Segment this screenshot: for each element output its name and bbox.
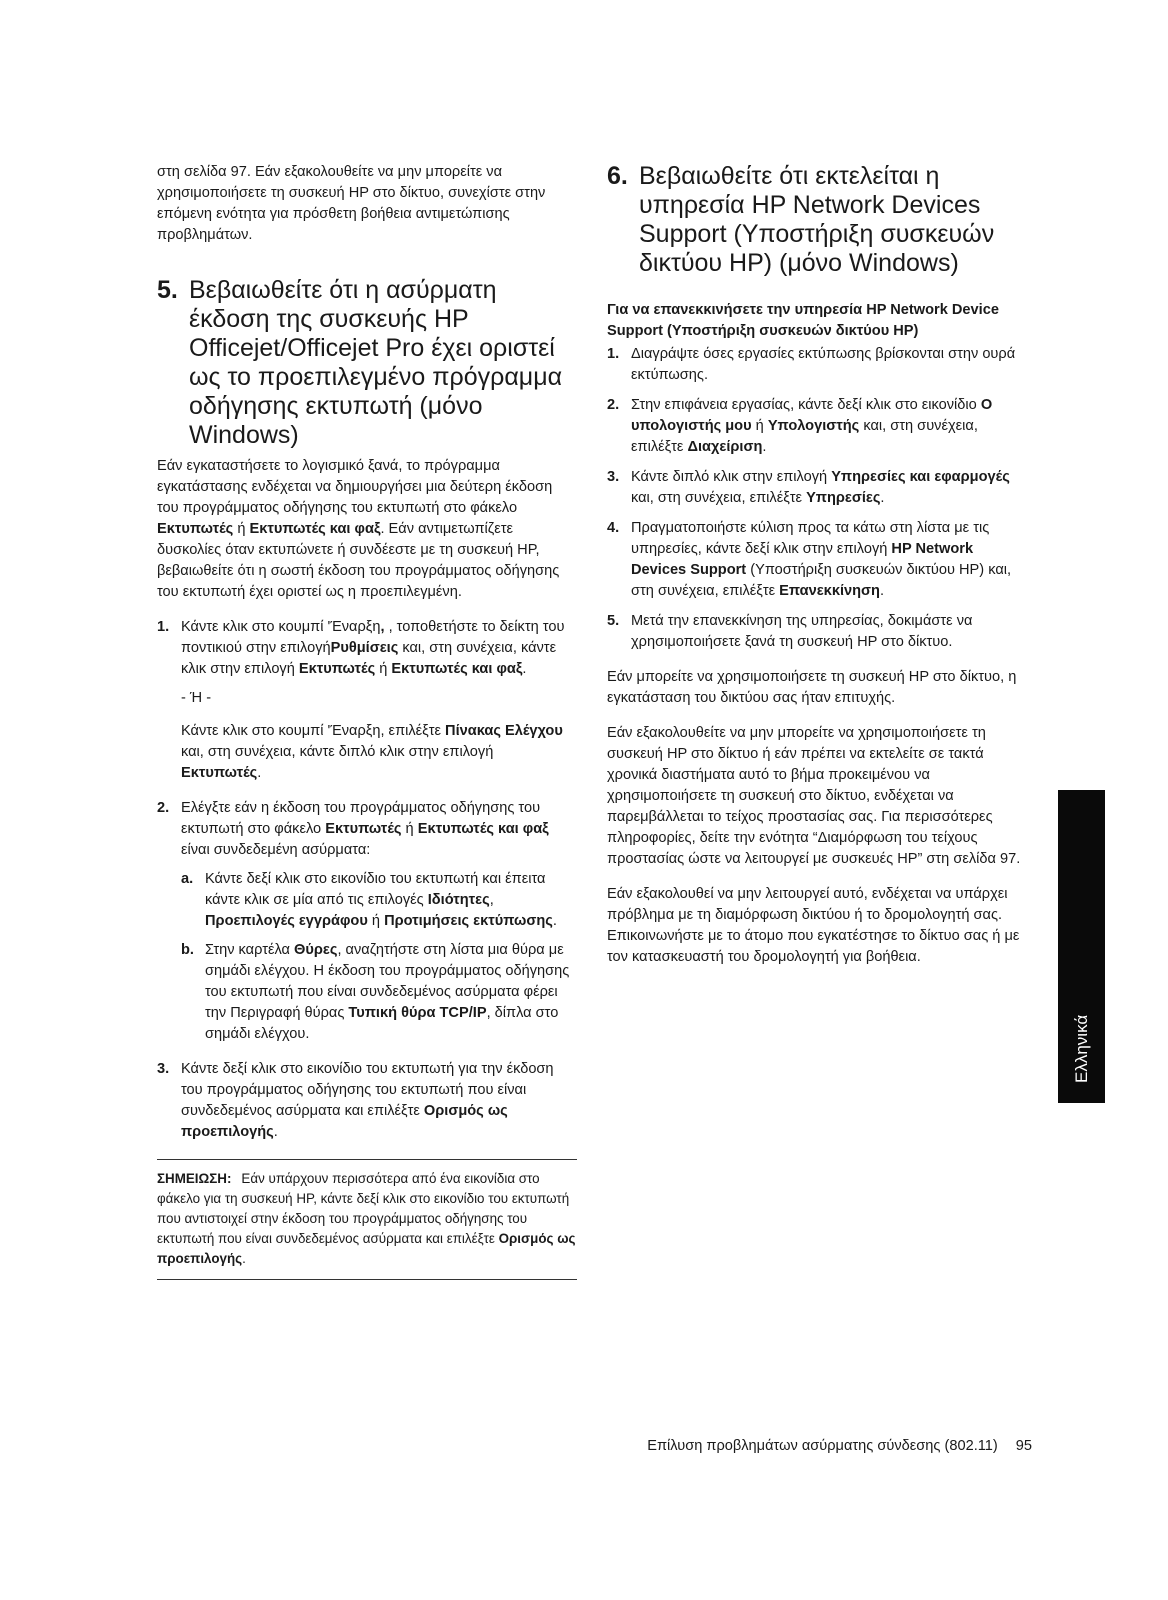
section-5-paragraph: Εάν εγκαταστήσετε το λογισμικό ξανά, το πρόγραμμα εγκατάστασης ενδέχεται να δημιουργήσει μια δεύτερη έκδοση του προγράμματος οδήγησης του εκτυπωτή στο φάκελο Εκτυπωτές ή Εκτυπωτές και φαξ. Εάν αντιμετωπίζετε δυσκολίες όταν εκτυπώνετε ή συνδέεστε με τη συσκευή HP, βεβαιωθείτε ότι η σωστή έκδοση του προγράμματος οδήγησης του εκτυπωτή έχει οριστεί ως η προεπιλεγμένη. [157,458,560,600]
restart-step-2: 2. Στην επιφάνεια εργασίας, κάντε δεξί κλικ στο εικονίδιο Ο υπολογιστής μου ή Υπολογιστής και, στη συνέχεια, επιλέξτε Διαχείριση. [607,397,993,455]
restart-subheading: Για να επανεκκινήσετε την υπηρεσία HP Network Device Support (Υποστήριξη συσκευών δικτύου HP) [607,302,999,339]
step-3: 3. Κάντε δεξί κλικ στο εικονίδιο του εκτυπωτή για την έκδοση του προγράμματος οδήγησης του εκτυπωτή που είναι συνδεδεμένος ασύρματα και επιλέξτε Ορισμός ως προεπιλογής. [157,1061,554,1140]
right-column [607,162,1032,968]
footer-title: Επίλυση προβλημάτων ασύρματης σύνδεσης (802.11) [647,1438,998,1454]
success-paragraph: Εάν μπορείτε να χρησιμοποιήσετε τη συσκευή HP στο δίκτυο, η εγκατάσταση του δικτύου σας ήταν επιτυχής. [607,669,1017,706]
section-number: 6. [607,162,628,190]
step-1: 1. Κάντε κλικ στο κουμπί 'Έναρξη, , τοποθετήστε το δείκτη του ποντικιού στην επιλογήΡυθμίσεις και, στη συνέχεια, κάντε κλικ στην επιλογή Εκτυπωτές ή Εκτυπωτές και φαξ. [157,619,565,677]
section-6-heading [607,162,1032,278]
restart-step-4: 4. Πραγματοποιήστε κύλιση προς τα κάτω στη λίστα με τις υπηρεσίες, κάντε δεξί κλικ στην επιλογή HP Network Devices Support (Υποστήριξη συσκευών δικτύου HP) και, στη συνέχεια, επιλέξτε Επανεκκίνηση. [607,520,1012,599]
page-footer [647,1438,1032,1454]
note-label: ΣΗΜΕΙΩΣΗ: [157,1171,232,1186]
restart-step-3: 3. Κάντε διπλό κλικ στην επιλογή Υπηρεσίες και εφαρμογές και, στη συνέχεια, επιλέξτε Υπηρεσίες. [607,469,1010,506]
note-box: ΣΗΜΕΙΩΣΗ: Εάν υπάρχουν περισσότερα από ένα εικονίδια στο φάκελο για τη συσκευή HP, κάντε δεξί κλικ στο εικονίδιο του εκτυπωτή που αντιστοιχεί στην έκδοση του προγράμματος οδήγησης του εκτυπωτή που είναι συνδεδεμένος ασύρματα και επιλέξτε Ορισμός ως προεπιλογής. [157,1159,577,1280]
restart-step-1: 1. Διαγράψτε όσες εργασίες εκτύπωσης βρίσκονται στην ουρά εκτύπωσης. [607,346,1016,383]
restart-step-5: 5. Μετά την επανεκκίνηση της υπηρεσίας, δοκιμάστε να χρησιμοποιήσετε ξανά τη συσκευή HP στο δίκτυο. [607,613,973,650]
section-number: 5. [157,276,178,304]
language-tab [1058,790,1105,1103]
step-1-alternative: Κάντε κλικ στο κουμπί 'Έναρξη, επιλέξτε Πίνακας Ελέγχου και, στη συνέχεια, κάντε διπλό κλικ στην επιλογή Εκτυπωτές. [181,723,563,781]
step-2: 2. Ελέγξτε εάν η έκδοση του προγράμματος οδήγησης του εκτυπωτή στο φάκελο Εκτυπωτές ή Εκτυπωτές και φαξ είναι συνδεδεμένη ασύρματα: [157,800,549,858]
section-5-heading [157,276,577,450]
step-2b: b. Στην καρτέλα Θύρες, αναζητήστε στη λίστα μια θύρα με σημάδι ελέγχου. Η έκδοση του προγράμματος οδήγησης του εκτυπωτή που είναι συνδεδεμένος ασύρματα φέρει την Περιγραφή θύρας Τυπική θύρα TCP/IP, δίπλα στο σημάδι ελέγχου. [181,942,570,1042]
page-number: 95 [1015,1438,1032,1454]
section-title: Βεβαιωθείτε ότι η ασύρματη έκδοση της συσκευής HP Officejet/Officejet Pro έχει οριστεί ως το προεπιλεγμένο πρόγραμμα οδήγησης εκτυπωτή (μόνο Windows) [189,276,563,449]
language-tab-label: Ελληνικά [1071,1014,1091,1083]
or-separator: - Ή - [181,690,212,706]
intro-paragraph: στη σελίδα 97. Εάν εξακολουθείτε να μην μπορείτε να χρησιμοποιήσετε τη συσκευή HP στο δίκτυο, συνεχίστε στην επόμενη ενότητα για πρόσθετη βοήθεια αντιμετώπισης προβλημάτων. [157,164,546,243]
firewall-paragraph: Εάν εξακολουθείτε να μην μπορείτε να χρησιμοποιήσετε τη συσκευή HP στο δίκτυο ή εάν πρέπει να εκτελείτε σε τακτά χρονικά διαστήματα αυτό το βήμα προκειμένου να χρησιμοποιήσετε τη συσκευή στο δίκτυο, ενδέχεται να παρεμβάλλεται το τείχος προστασίας σας. Για περισσότερες πληροφορίες, δείτε την ενότητα “Διαμόρφωση του τείχους προστασίας ώστε να λειτουργεί με συσκευές HP” στη σελίδα 97. [607,725,1021,867]
router-paragraph: Εάν εξακολουθεί να μην λειτουργεί αυτό, ενδέχεται να υπάρχει πρόβλημα με τη διαμόρφωση δικτύου ή το δρομολογητή σας. Επικοινωνήστε με το άτομο που εγκατέστησε το δίκτυο σας ή με τον κατασκευαστή του δρομολογητή για βοήθεια. [607,886,1020,965]
left-column [157,162,577,1280]
section-title: Βεβαιωθείτε ότι εκτελείται η υπηρεσία HP Network Devices Support (Υποστήριξη συσκευών δικτύου HP) (μόνο Windows) [639,162,995,277]
step-2a: a. Κάντε δεξί κλικ στο εικονίδιο του εκτυπωτή και έπειτα κάντε κλικ σε μία από τις επιλογές Ιδιότητες, Προεπιλογές εγγράφου ή Προτιμήσεις εκτύπωσης. [181,871,557,929]
